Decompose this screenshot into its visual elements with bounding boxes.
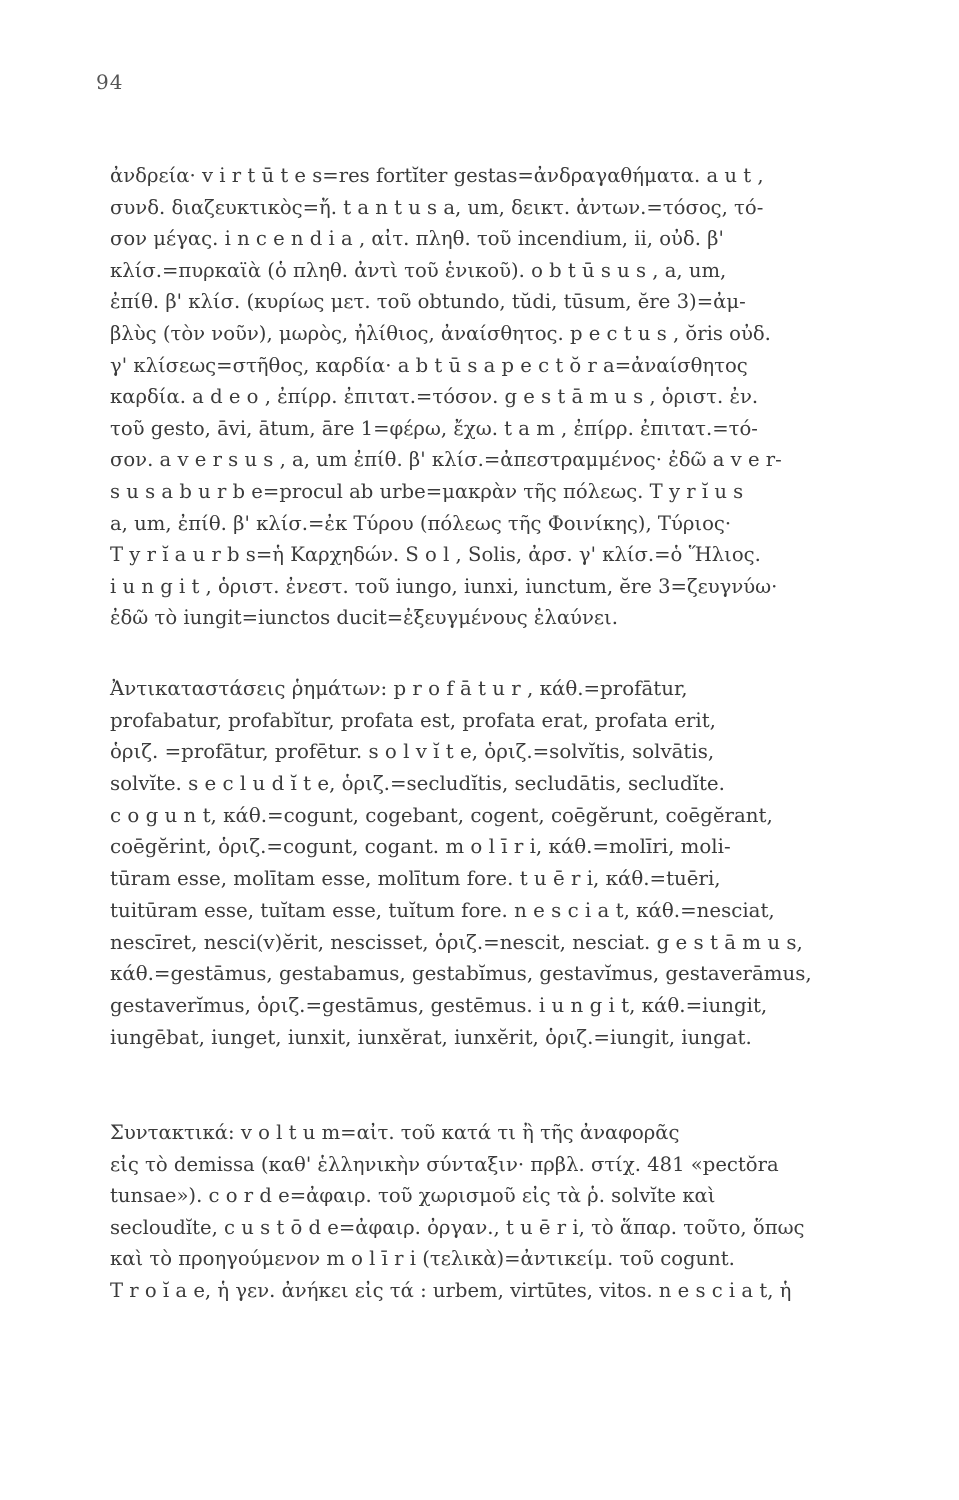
text-line: κάθ.=gestāmus, gestabamus, gestabĭmus, gestavĭmus, gestaverāmus, [110,962,812,986]
text-line: T r o ĭ a e, ἡ γεν. ἀνήκει εἰς τά : urbem, virtūtes, vitos. n e s c i a t, ἡ [110,1278,792,1302]
text-line: ἐδῶ τὸ iungit=iunctos ducit=ἐξευγμένους ἐλαύνει. [110,606,618,630]
paragraph-verb-substitutions [110,673,930,1053]
text-line: secloudĭte, c u s t ō d e=ἀφαιρ. ὀργαν., t u ē r i, τὸ ἅπαρ. τοῦτο, ὅπως [110,1215,805,1239]
text-line: κλίσ.=πυρκαϊὰ (ὁ πληθ. ἀντὶ τοῦ ἑνικοῦ). o b t ū s u s , a, um, [110,258,727,282]
text-line: profabatur, profabĭtur, profata est, profata erat, profata erit, [110,708,716,732]
paragraph-syntax [110,1117,930,1306]
text-line: tūram esse, molītam esse, molītum fore. t u ē r i, κάθ.=tuēri, [110,867,721,891]
text-line: solvĭte. s e c l u d ĭ t e, ὁριζ.=secludĭtis, secludātis, secludĭte. [110,772,725,796]
text-line: iungēbat, iunget, iunxit, iunxĕrat, iunxĕrit, ὁριζ.=iungit, iungat. [110,1025,752,1049]
text-line: ἐπίθ. β' κλίσ. (κυρίως μετ. τοῦ obtundo, tŭdi, tūsum, ĕre 3)=ἀμ- [110,290,746,314]
text-line: καὶ τὸ προηγούμενον m o l ī r i (τελικὰ)=ἀντικείμ. τοῦ cogunt. [110,1247,735,1270]
text-line: καρδία. a d e o , ἐπίρρ. ἐπιτατ.=τόσον. g e s t ā m u s , ὁριστ. ἐν. [110,385,759,409]
text-line: βλὺς (τὸν νοῦν), μωρὸς, ἠλίθιος, ἀναίσθητος. p e c t u s , ŏris οὐδ. [110,321,771,345]
text-line: c o g u n t, κάθ.=cogunt, cogebant, cogent, coēgĕrunt, coēgĕrant, [110,803,773,827]
text-line: εἰς τὸ demissa (καθ' ἑλληνικὴν σύνταξιν· πρβλ. στίχ. 481 «pectŏra [110,1152,779,1176]
text-line: συνδ. διαζευκτικὸς=ἤ. t a n t u s a, um, δεικτ. ἀντων.=τόσος, τό- [110,195,764,219]
text-line: Ἀντικαταστάσεις ῥημάτων: p r o f ā t u r , κάθ.=profātur, [110,677,688,700]
text-line: tuitūram esse, tuĭtam esse, tuĭtum fore. n e s c i a t, κάθ.=nesciat, [110,898,775,922]
text-line: nescīret, nesci(v)ĕrit, nescisset, ὁριζ.=nescit, nesciat. g e s t ā m u s, [110,930,803,954]
text-line: gestaverĭmus, ὁριζ.=gestāmus, gestēmus. i u n g i t, κάθ.=iungit, [110,993,768,1017]
text-line: i u n g i t , ὁριστ. ἐνεστ. τοῦ iungo, iunxi, iunctum, ĕre 3=ζευγνύω· [110,574,778,598]
text-line: coēgĕrint, ὁριζ.=cogunt, cogant. m o l ī r i, κάθ.=molīri, moli- [110,835,731,859]
text-line: a, um, ἐπίθ. β' κλίσ.=ἐκ Τύρου (πόλεως τῆς Φοινίκης), Τύριος· [110,511,732,535]
text-line: T y r ĭ a u r b s=ἡ Καρχηδών. S o l , Solis, ἀρσ. γ' κλίσ.=ὁ Ἥλιος. [110,543,761,567]
paragraph-vocabulary [110,160,930,634]
text-line: s u s a b u r b e=procul ab urbe=μακρὰν τῆς πόλεως. T y r ĭ u s [110,479,744,503]
text-line: Συντακτικά: v o l t u m=αἰτ. τοῦ κατά τι ἢ τῆς ἀναφορᾶς [110,1121,680,1144]
text-line: ὁριζ. =profātur, profētur. s o l v ĭ t e, ὁριζ.=solvĭtis, solvātis, [110,740,715,764]
page-number: 94 [96,70,124,94]
text-line: γ' κλίσεως=στῆθος, καρδία· a b t ū s a p e c t ŏ r a=ἀναίσθητος [110,353,748,377]
text-line: tunsae»). c o r d e=ἀφαιρ. τοῦ χωρισμοῦ εἰς τὰ ῥ. solvĭte καὶ [110,1184,716,1207]
text-line: ἀνδρεία· v i r t ū t e s=res fortĭter gestas=ἀνδραγαθήματα. a u t , [110,164,764,187]
text-line: τοῦ gesto, āvi, ātum, āre 1=φέρω, ἔχω. t a m , ἐπίρρ. ἐπιτατ.=τό- [110,416,758,440]
text-line: σον. a v e r s u s , a, um ἐπίθ. β' κλίσ.=ἀπεστραμμένος· ἐδῶ a v e r- [110,448,782,472]
text-line: σον μέγας. i n c e n d i a , αἰτ. πληθ. τοῦ incendium, ii, οὐδ. β' [110,227,724,251]
